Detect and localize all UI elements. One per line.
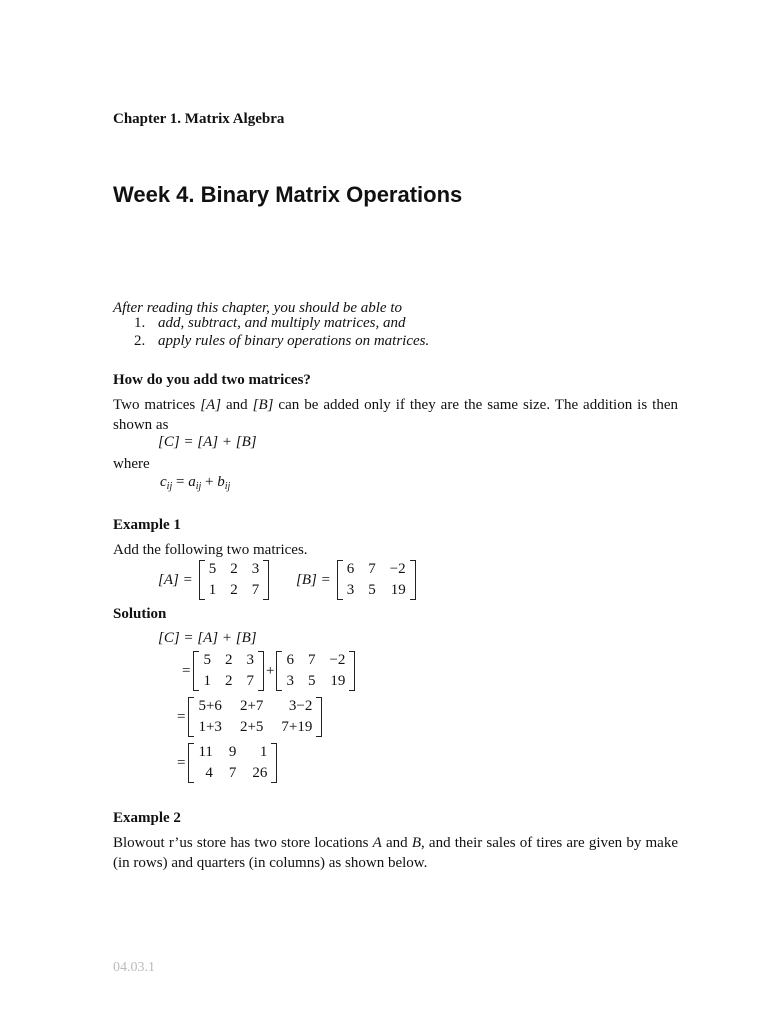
matrix-cell: 2 (230, 582, 238, 598)
matrix-a (193, 651, 264, 691)
matrix-cell: 4 (205, 765, 213, 781)
example1-prompt: Add the following two matrices. (113, 542, 308, 558)
week-title: Week 4. Binary Matrix Operations (113, 182, 463, 207)
matrix-b-label: [B] = (296, 571, 331, 588)
element-equation (160, 474, 230, 492)
matrix-cell: 7 (246, 673, 254, 689)
sum-expression-matrix (188, 697, 322, 737)
matrix-cell: 2 (224, 673, 233, 689)
matrix-cell: 7 (228, 765, 237, 781)
matrix-cell: 1 (259, 744, 268, 760)
matrix-a-label: [A] = (158, 571, 193, 588)
matrix-cell: −2 (389, 561, 406, 577)
where-label: where (113, 456, 150, 472)
matrix-cell: 3 (251, 561, 260, 577)
paragraph-text: and (221, 397, 253, 413)
objective-item (134, 315, 406, 332)
matrix-cell: 6 (286, 652, 294, 668)
subscript-ij: ij (195, 481, 202, 492)
paragraph-text: Two matrices (113, 397, 201, 413)
matrix-b-symbol: [B] (252, 397, 274, 413)
symbol-c: c (160, 474, 167, 490)
objectives-intro: After reading this chapter, you should be able to (113, 300, 402, 316)
matrix-cell: 3 (286, 673, 294, 689)
matrix-cell: 7 (307, 652, 316, 668)
matrix-a (199, 560, 270, 600)
matrix-a-symbol: [A] (200, 397, 222, 413)
matrix-cell: 1 (208, 582, 217, 598)
matrix-cell: 5 (368, 582, 376, 598)
matrix-cell: 9 (228, 744, 237, 760)
symbol-b: b (217, 474, 225, 490)
matrix-c (188, 743, 277, 783)
matrix-cell: 26 (252, 765, 268, 781)
objective-item (134, 333, 429, 350)
example1-heading: Example 1 (113, 517, 181, 533)
matrix-cell: 2 (224, 652, 233, 668)
matrix-cell: 1+3 (198, 719, 222, 735)
matrix-cell: 3 (346, 582, 355, 598)
matrix-b (337, 560, 416, 600)
matrix-cell: 2+7 (239, 698, 264, 714)
matrix-cell: 19 (390, 582, 406, 598)
paragraph-text: Blowout r’us store has two store locations (113, 835, 373, 851)
matrix-cell: 2 (230, 561, 238, 577)
matrix-cell: 7 (368, 561, 376, 577)
matrix-a-definition (158, 560, 269, 600)
solution-line-1: [C] = [A] + [B] (158, 630, 257, 646)
matrix-b-definition (296, 560, 416, 600)
matrix-cell: 7+19 (281, 719, 313, 735)
matrix-cell: 6 (346, 561, 355, 577)
store-b-symbol: B (411, 835, 422, 851)
example2-heading: Example 2 (113, 810, 181, 826)
matrix-cell: 2+5 (239, 719, 264, 735)
matrix-cell: −2 (329, 652, 346, 668)
symbol-a: a (188, 474, 196, 490)
equals-sign: = (177, 708, 186, 725)
paragraph-text: can be added only if they are the same size. The addition is then shown as (113, 397, 678, 433)
matrix-cell: 1 (203, 673, 211, 689)
subscript-ij: ij (166, 481, 173, 492)
matrix-cell: 5 (208, 561, 217, 577)
matrix-cell: 19 (330, 673, 346, 689)
subscript-ij: ij (224, 481, 231, 492)
store-a-symbol: A (372, 835, 382, 851)
chapter-heading: Chapter 1. Matrix Algebra (113, 111, 285, 127)
matrix-cell: 3 (246, 652, 254, 668)
plus-sign: + (201, 474, 218, 490)
page-number: 04.03.1 (113, 960, 155, 975)
section-heading-add: How do you add two matrices? (113, 372, 311, 388)
equals-sign: = (177, 754, 186, 771)
paragraph-text: , and their sales of tires are given by make (in rows) and quarters (in columns) as shown below. (113, 835, 678, 871)
objective-text: add, subtract, and multiply matrices, and (158, 315, 406, 331)
solution-line-2 (182, 651, 355, 691)
solution-line-4 (177, 743, 277, 783)
matrix-cell: 7 (251, 582, 260, 598)
solution-heading: Solution (113, 606, 167, 622)
matrix-cell: 5 (203, 652, 211, 668)
matrix-cell: 5 (307, 673, 316, 689)
example2-paragraph (113, 833, 678, 873)
equals-sign: = (172, 474, 189, 490)
solution-line-3 (177, 697, 322, 737)
matrix-b (276, 651, 355, 691)
addition-paragraph (113, 395, 678, 435)
objective-number: 2. (134, 333, 146, 349)
equals-sign: = (182, 662, 191, 679)
objective-number: 1. (134, 315, 146, 331)
addition-equation: [C] = [A] + [B] (158, 434, 257, 450)
plus-sign: + (265, 662, 275, 679)
matrix-cell: 5+6 (198, 698, 222, 714)
paragraph-text: and (381, 835, 412, 851)
matrix-cell: 11 (198, 744, 213, 760)
objective-text: apply rules of binary operations on matrices. (158, 333, 430, 349)
matrix-cell: 3−2 (288, 698, 313, 714)
